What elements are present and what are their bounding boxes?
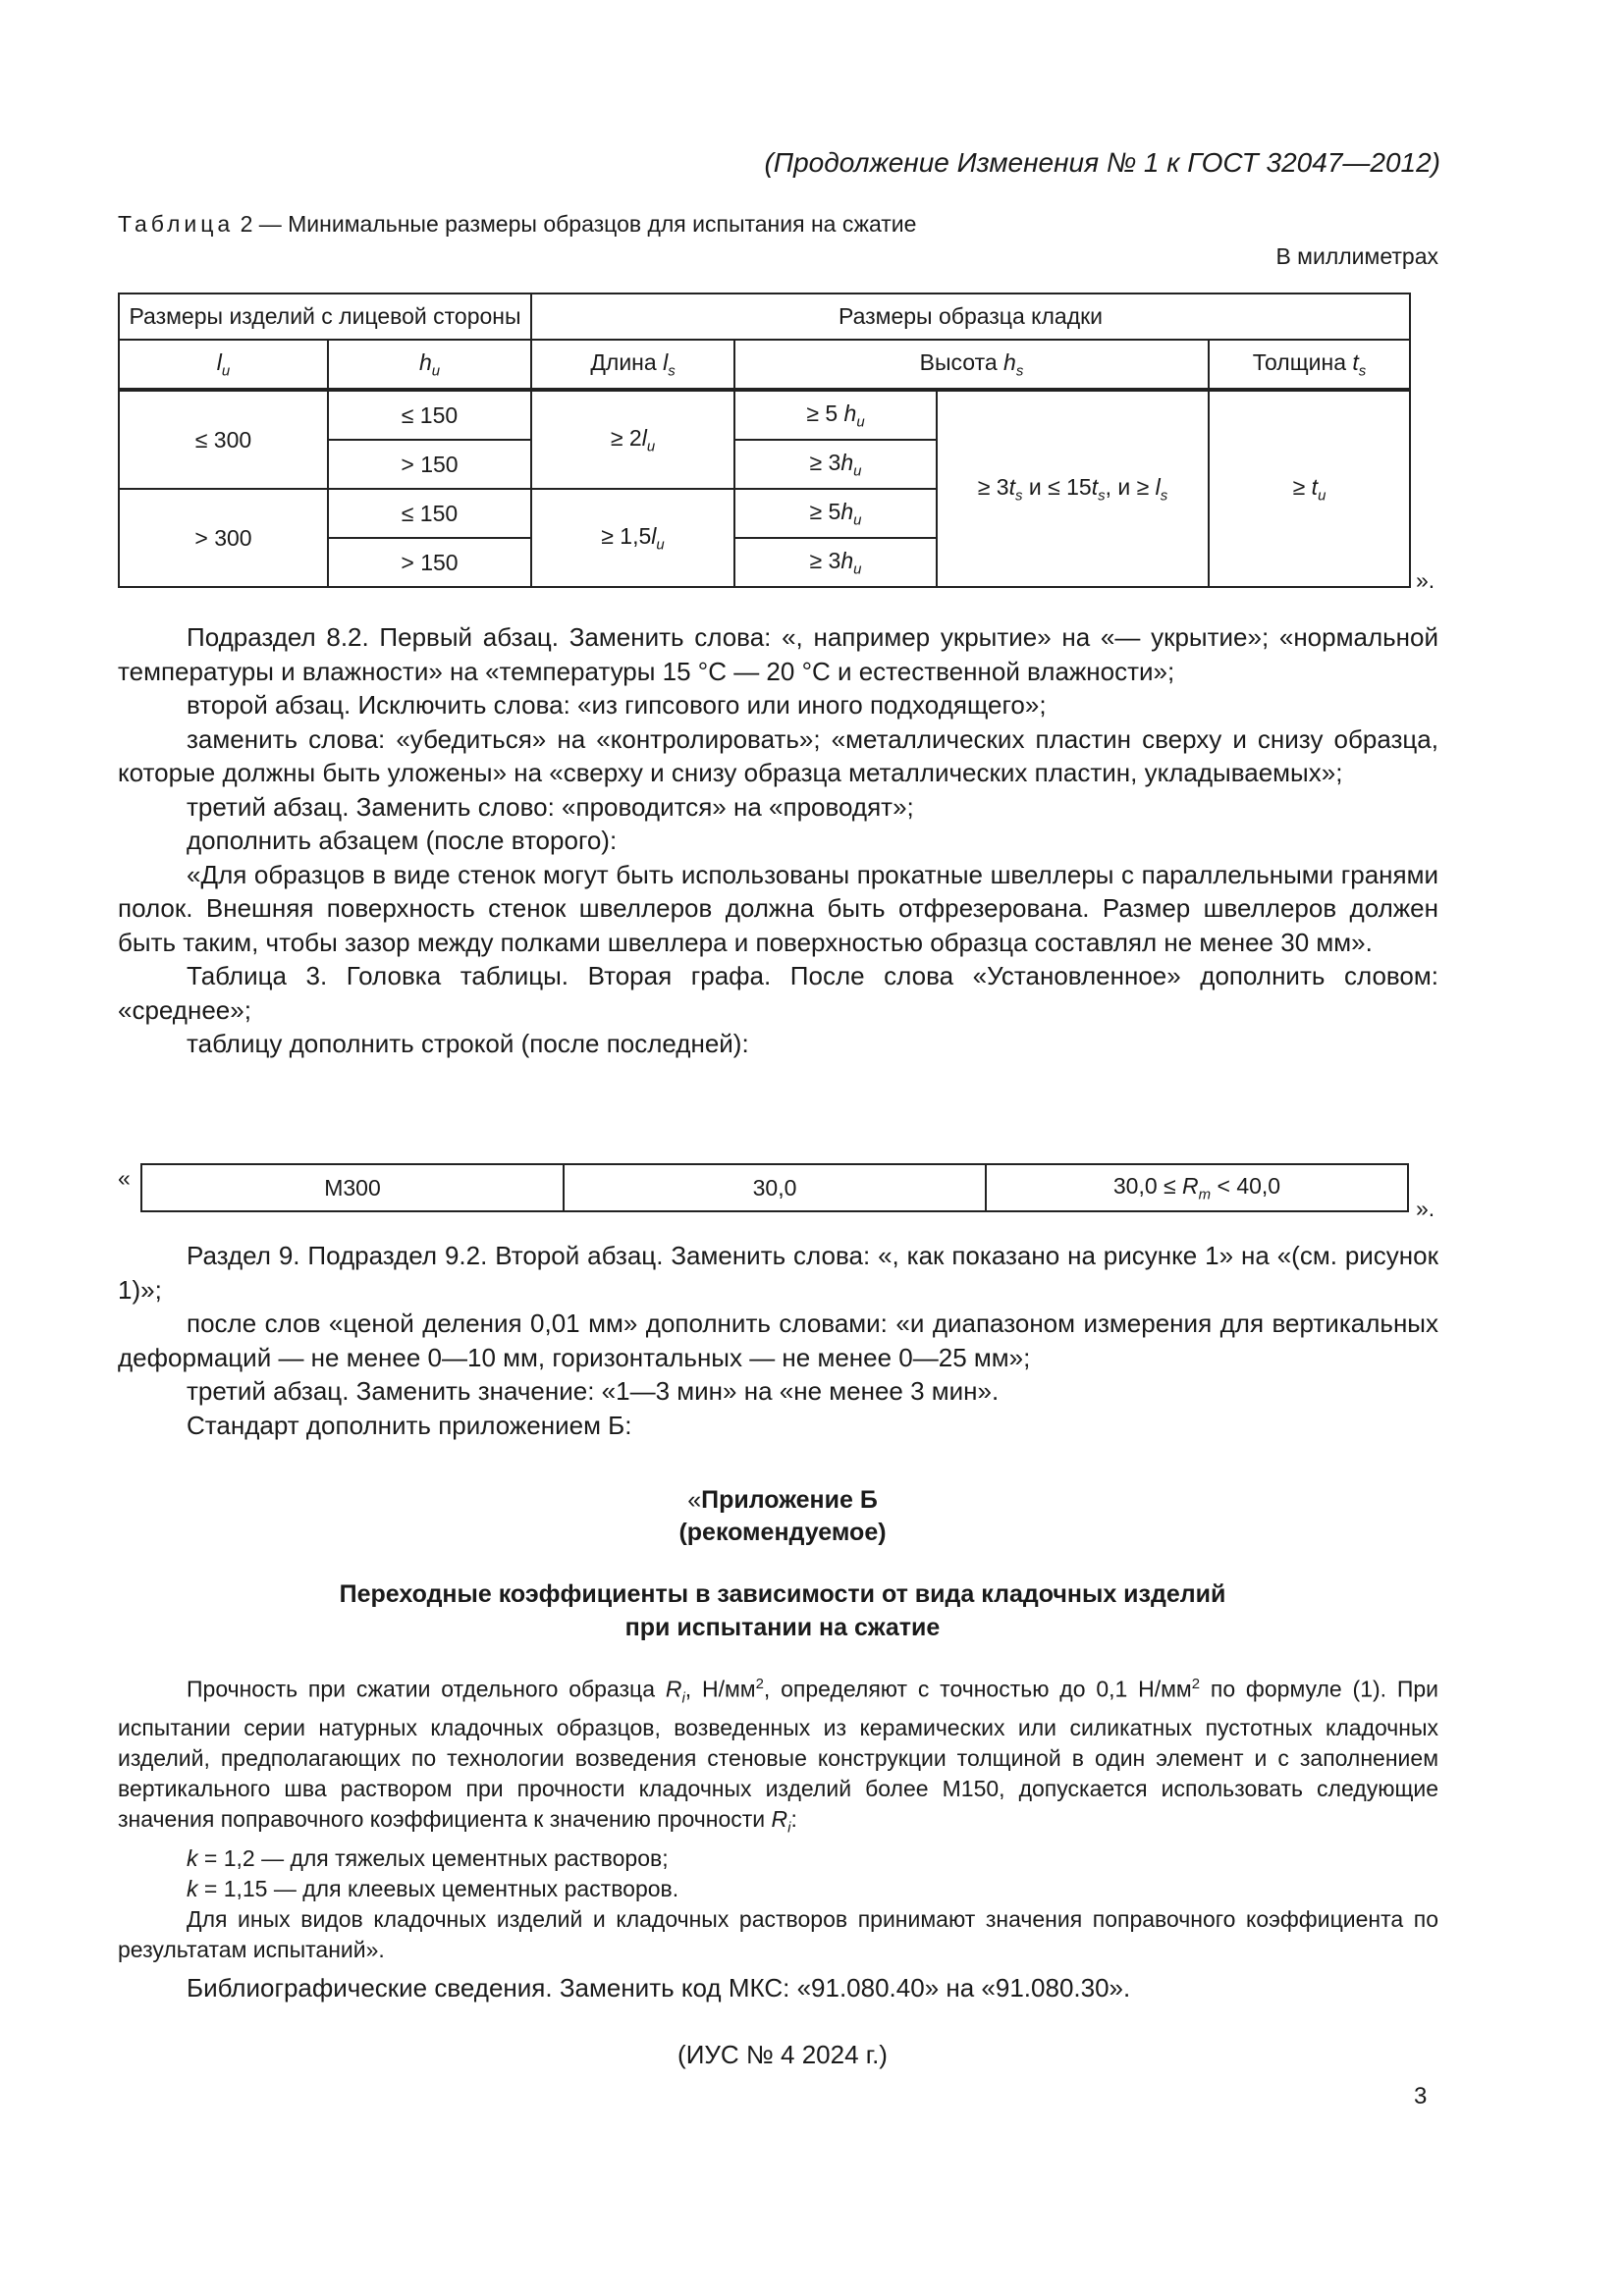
paragraph: таблицу дополнить строкой (после последней): (187, 1029, 749, 1058)
cell-hu-3: ≤ 150 (328, 489, 531, 538)
cell-hu-1: ≤ 150 (328, 390, 531, 440)
table2-caption (118, 211, 916, 238)
head-height: Высота $h_s$ (734, 340, 1209, 390)
paragraph: k = 1,15 — для клеевых цементных растворов. (187, 1875, 679, 1901)
table3-opening-quote: « (118, 1165, 131, 1191)
table2-caption-word: Таблица (118, 211, 235, 237)
paragraph: после слов «ценой деления 0,01 мм» дополнить словами: «и диапазоном измерения для вертикальных деформаций — не менее 0—10 мм, горизонтальных — не менее 0—25 мм»; (118, 1308, 1438, 1372)
cell-height-limits: ≥ $3t_s$ $и \le 15t_s$, $и \ge l_s$ (937, 390, 1209, 587)
table2-units: В миллиметрах (1275, 243, 1438, 269)
paragraph: Библиографические сведения. Заменить код МКС: «91.080.40» на «91.080.30». (187, 1973, 1131, 2002)
paragraph: Прочность при сжатии отдельного образца $R_i$, $Н/мм^2$, определяют с точностью до 0,1 $Н/мм^2$ по формуле (1). При испытании серии натурных кладочных образцов, возведенных из керамических или силикатных пустотных кладочных изделий, предполагающих по технологии возведения стеновые конструкции толщиной в один элемент и с заполнением вертикального шва раствором при прочности кладочных изделий более М150, допускается использовать следующие значения поправочного коэффициента к значению прочности $R_i$: (118, 1676, 1439, 1837)
paragraph: дополнить абзацем (после второго): (187, 826, 618, 855)
table2-closing-quote: ». (1416, 567, 1435, 593)
paragraph: «Для образцов в виде стенок могут быть использованы прокатные швеллеры с параллельными гранями полок. Внешняя поверхность стенок швеллеров должна быть отфрезерована. Размер швеллеров должен быть таким, чтобы зазор между полками швеллера и поверхностью образца составлял не менее 30 мм». (118, 859, 1438, 957)
cell-height-3: ≥ $5h_u$ (734, 489, 937, 538)
head-product-dims: Размеры изделий с лицевой стороны (119, 294, 531, 340)
head-sample-dims: Размеры образца кладки (531, 294, 1410, 340)
cell-lu-b: > 300 (119, 489, 328, 587)
cell-grade: М300 (141, 1164, 564, 1211)
paragraph: Подраздел 8.2. Первый абзац. Заменить слова: «, например укрытие» на «— укрытие»; «нормальной температуры и влажности» на «температуры 15 °С — 20 °С и естественной влажности»; (118, 622, 1438, 686)
head-thickness: Толщина $t_s$ (1209, 340, 1410, 390)
cell-thickness: ≥ $t_u$ (1209, 390, 1410, 587)
paragraph: Раздел 9. Подраздел 9.2. Второй абзац. Заменить слова: «, как показано на рисунке 1» на «(см. рисунок 1)»; (118, 1241, 1438, 1305)
paragraph: третий абзац. Заменить слово: «проводится» на «проводят»; (187, 791, 914, 822)
paragraph: Таблица 3. Головка таблицы. Вторая графа. После слова «Установленное» дополнить словом: «среднее»; (118, 961, 1438, 1025)
head-hu: $h_u$ (328, 340, 531, 390)
biblio-text (118, 1971, 1438, 2005)
amendment-text-1 (118, 620, 1438, 1061)
paragraph: третий абзац. Заменить значение: «1—3 мин» на «не менее 3 мин». (187, 1376, 1000, 1406)
appendix-title: «Приложение Б (687, 1486, 878, 1514)
table2 (118, 293, 1411, 588)
table3-closing-quote: ». (1416, 1196, 1435, 1221)
table2-caption-text: 2 — Минимальные размеры образцов для испытания на сжатие (240, 211, 917, 237)
cell-lu-a: ≤ 300 (119, 390, 328, 489)
table3-added-row (140, 1163, 1409, 1212)
cell-height-1: ≥ 5 $h_u$ (734, 390, 937, 440)
cell-hu-2: > 150 (328, 440, 531, 489)
appendix-subtitle: (рекомендуемое) (678, 1519, 887, 1546)
appendix-heading: Переходные коэффициенты в зависимости от вида кладочных изделий (339, 1580, 1226, 1608)
head-length: Длина $l_s$ (531, 340, 734, 390)
paragraph: второй абзац. Исключить слова: «из гипсового или иного подходящего»; (187, 690, 1047, 720)
ius-reference: (ИУС № 4 2024 г.) (677, 2040, 888, 2069)
amendment-text-2 (118, 1239, 1438, 1442)
cell-height-2: ≥ $3h_u$ (734, 440, 937, 489)
paragraph: Стандарт дополнить приложением Б: (187, 1410, 632, 1440)
cell-length-a: ≥ $2l_u$ (531, 390, 734, 489)
cell-mean-strength: 30,0 (564, 1164, 986, 1211)
appendix-heading-2: при испытании на сжатие (624, 1614, 941, 1641)
page-number: 3 (1414, 2083, 1428, 2109)
page-header: (Продолжение Изменения № 1 к ГОСТ 32047—2012) (764, 147, 1440, 178)
cell-hu-4: > 150 (328, 538, 531, 587)
paragraph: k = 1,2 — для тяжелых цементных растворов; (187, 1844, 669, 1871)
cell-height-4: ≥ $3h_u$ (734, 538, 937, 587)
cell-strength-range: $30,0 \le R_m < 40,0$ (986, 1164, 1408, 1211)
paragraph: Для иных видов кладочных изделий и кладочных растворов принимают значения поправочного коэффициента по результатам испытаний». (118, 1905, 1438, 1962)
head-lu: $l_u$ (119, 340, 328, 390)
appendix-body (118, 1669, 1438, 1965)
paragraph: заменить слова: «убедиться» на «контролировать»; «металлических пластин сверху и снизу образца, которые должны быть уложены» на «сверху и снизу образца металлических пластин, укладываемых»; (118, 723, 1438, 787)
cell-length-b: ≥ $1,5l_u$ (531, 489, 734, 587)
